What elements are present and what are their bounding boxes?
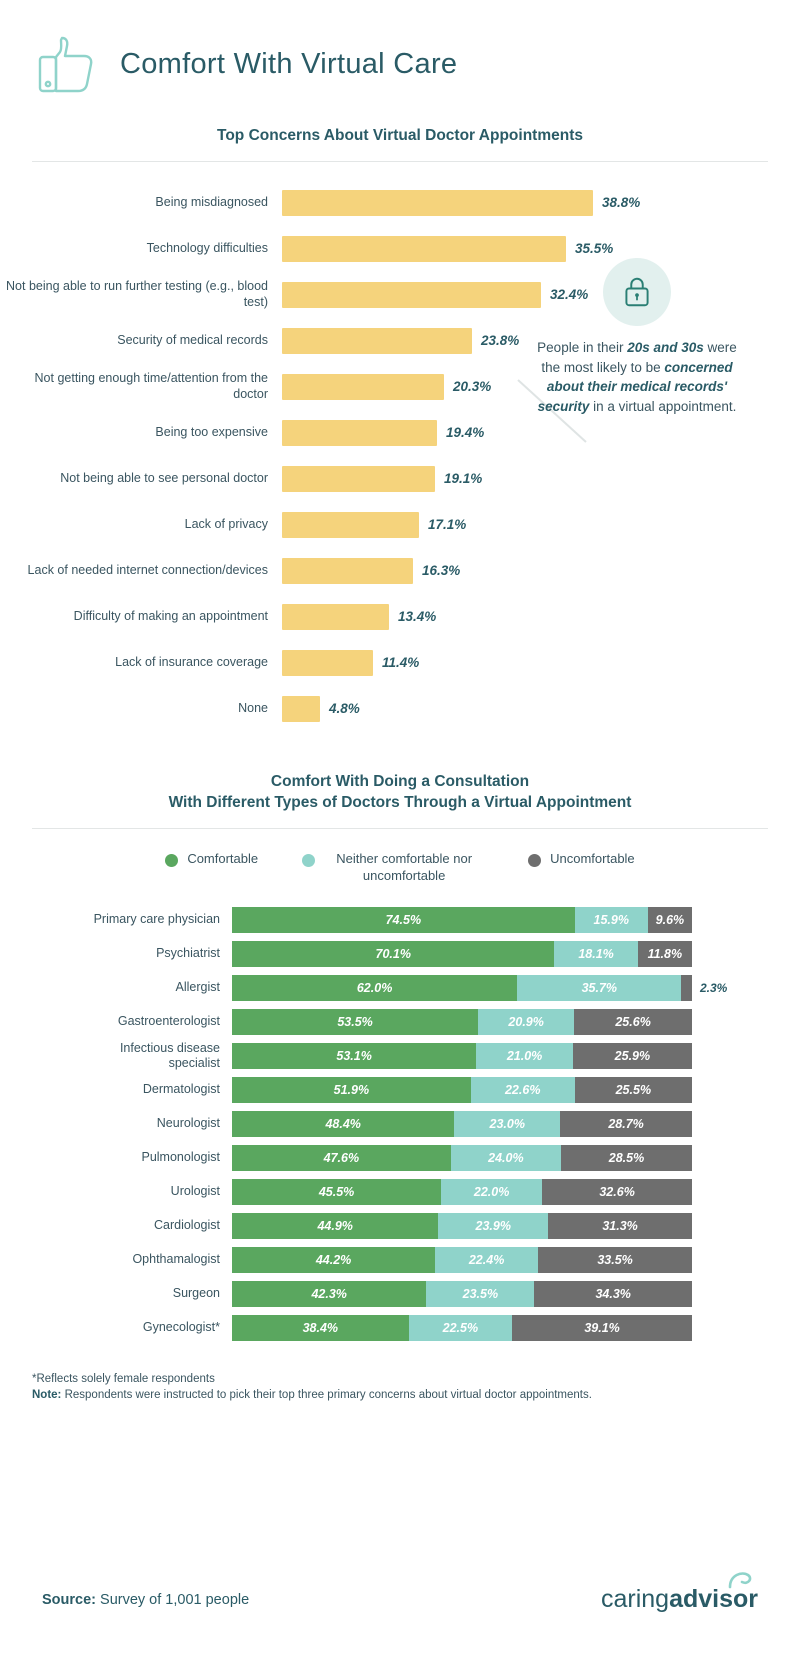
row-label: Surgeon (172, 1286, 220, 1301)
segment-neutral (478, 1009, 574, 1035)
callout-text (528, 338, 746, 416)
segment-value: 24.0% (488, 1150, 524, 1165)
stacked-bar (232, 1145, 692, 1171)
segment-uncomfortable (542, 1179, 692, 1205)
segment-comfortable (232, 1009, 478, 1035)
bar-value: 17.1% (428, 517, 467, 533)
lock-icon (603, 258, 671, 326)
callout-part-1: People in their (537, 340, 628, 355)
segment-comfortable (232, 1077, 471, 1103)
segment-value: 48.4% (325, 1116, 361, 1131)
callout (528, 258, 746, 416)
stacked-bar (232, 907, 692, 933)
callout-part-3: in a virtual appointment. (589, 398, 737, 414)
segment-uncomfortable (648, 907, 692, 933)
callout-part-2: were the most likely to be (541, 340, 737, 375)
segment-value: 70.1% (375, 946, 411, 961)
table-row (0, 903, 800, 937)
logo (601, 1585, 758, 1614)
segment-value: 53.5% (337, 1014, 373, 1029)
table-row (0, 410, 800, 456)
segment-comfortable (232, 1315, 409, 1341)
segment-comfortable (232, 941, 554, 967)
segment-uncomfortable (534, 1281, 692, 1307)
segment-neutral (435, 1247, 538, 1273)
segment-value: 23.5% (462, 1286, 499, 1301)
legend-label: Comfortable (187, 850, 259, 866)
table-row (0, 1175, 800, 1209)
table-row (0, 1073, 800, 1107)
segment-comfortable (232, 1111, 454, 1137)
segment-neutral (575, 907, 648, 933)
bar-value: 19.1% (444, 471, 483, 487)
bar-value: 4.8% (329, 701, 360, 717)
segment-uncomfortable (573, 1043, 692, 1069)
segment-neutral (409, 1315, 513, 1341)
segment-value: 45.5% (318, 1184, 355, 1199)
segment-value: 32.6% (599, 1184, 635, 1199)
bar (282, 650, 373, 676)
table-row (0, 1311, 800, 1345)
row-label: Pulmonologist (141, 1150, 220, 1165)
row-label: Psychiatrist (156, 946, 220, 961)
bar (282, 466, 435, 492)
table-row (0, 1107, 800, 1141)
bar-label: Being too expensive (155, 425, 268, 440)
row-label: Gynecologist* (142, 1320, 220, 1335)
stacked-bar (232, 975, 692, 1001)
table-row (0, 1141, 800, 1175)
segment-value: 31.3% (602, 1218, 638, 1233)
page-title: Comfort With Virtual Care (120, 47, 458, 80)
bar-value: 13.4% (398, 609, 437, 625)
segment-neutral (441, 1179, 542, 1205)
stacked-bar (232, 1077, 692, 1103)
legend-swatch-uncomfortable (528, 854, 541, 867)
segment-value: 22.4% (468, 1252, 505, 1267)
comfort-by-doctor-chart (0, 903, 800, 1345)
footer (0, 1585, 800, 1614)
bar-label: Lack of needed internet connection/devices (27, 563, 268, 578)
segment-neutral (426, 1281, 534, 1307)
legend-item-neutral (302, 851, 484, 885)
table-row (0, 456, 800, 502)
segment-comfortable (232, 975, 517, 1001)
header (0, 0, 800, 98)
segment-value: 18.1% (578, 946, 614, 961)
table-row (0, 180, 800, 226)
segment-value: 22.5% (442, 1320, 479, 1335)
segment-value: 53.1% (336, 1048, 372, 1063)
chart1-title: Top Concerns About Virtual Doctor Appointments (217, 127, 583, 144)
chart2-title-line1: Comfort With Doing a Consultation (270, 772, 530, 790)
segment-value: 22.6% (504, 1082, 541, 1097)
segment-neutral (454, 1111, 560, 1137)
legend-label: Uncomfortable (550, 850, 635, 866)
segment-value-outside: 2.3% (700, 980, 728, 995)
bar-value: 38.8% (602, 195, 641, 211)
note-text: Respondents were instructed to pick their top three primary concerns about virtual doctor appointments. (61, 1389, 592, 1402)
segment-value: 22.0% (473, 1184, 510, 1199)
bar (282, 282, 541, 308)
segment-value: 25.6% (615, 1014, 651, 1029)
legend-item-comfortable (165, 851, 258, 868)
segment-neutral (517, 975, 681, 1001)
bar-value: 32.4% (550, 287, 589, 303)
logo-swoosh-icon (726, 1569, 756, 1598)
stacked-bar (232, 1213, 692, 1239)
table-row (0, 937, 800, 971)
table-row (0, 1243, 800, 1277)
segment-value: 47.6% (323, 1150, 360, 1165)
table-row (0, 971, 800, 1005)
segment-value: 23.9% (475, 1218, 511, 1233)
segment-uncomfortable (574, 1009, 692, 1035)
chart2-title (0, 772, 800, 814)
stacked-bar (232, 1111, 692, 1137)
segment-uncomfortable (681, 975, 692, 1001)
segment-value: 38.4% (302, 1320, 339, 1335)
bar-label: Lack of privacy (184, 517, 268, 532)
stacked-bar (232, 1043, 692, 1069)
row-label: Urologist (170, 1184, 220, 1199)
segment-value: 9.6% (655, 912, 685, 927)
segment-comfortable (232, 1043, 476, 1069)
bar (282, 512, 419, 538)
row-label: Allergist (175, 980, 220, 995)
segment-value: 23.0% (489, 1116, 525, 1131)
segment-value: 51.9% (333, 1082, 370, 1097)
row-label: Primary care physician (93, 912, 220, 927)
segment-value: 11.8% (647, 946, 683, 961)
segment-uncomfortable (561, 1145, 692, 1171)
bar (282, 558, 413, 584)
segment-comfortable (232, 1179, 441, 1205)
stacked-bar (232, 1281, 692, 1307)
legend-label: Neither comfortable nor uncomfortable (336, 850, 473, 883)
stacked-bar (232, 1179, 692, 1205)
bar-label: None (238, 701, 268, 716)
segment-comfortable (232, 1281, 426, 1307)
chart2-title-line2: With Different Types of Doctors Through a Virtual Appointment (168, 793, 632, 811)
bar-label: Not being able to see personal doctor (60, 471, 268, 486)
segment-neutral (451, 1145, 561, 1171)
bar-value: 11.4% (382, 655, 420, 671)
segment-uncomfortable (575, 1077, 692, 1103)
bar-label: Security of medical records (117, 333, 268, 348)
bar-label: Not being able to run further testing (e.g., blood test) (6, 279, 268, 309)
source-text: Survey of 1,001 people (96, 1591, 250, 1608)
bar-value: 35.5% (575, 241, 614, 257)
bar-label: Lack of insurance coverage (115, 655, 268, 670)
segment-uncomfortable (560, 1111, 692, 1137)
callout-bold-1: 20s and 30s (627, 340, 704, 355)
segment-uncomfortable (538, 1247, 692, 1273)
stacked-bar (232, 1009, 692, 1035)
segment-value: 62.0% (356, 980, 393, 995)
table-row (0, 502, 800, 548)
table-row (0, 686, 800, 732)
note-label: Note: (32, 1389, 62, 1402)
legend-swatch-comfortable (165, 854, 178, 867)
bar (282, 374, 444, 400)
row-label: Gastroenterologist (117, 1014, 220, 1029)
segment-uncomfortable (638, 941, 692, 967)
segment-uncomfortable (548, 1213, 692, 1239)
segment-value: 28.7% (608, 1116, 644, 1131)
legend (0, 851, 800, 885)
segment-value: 33.5% (597, 1252, 633, 1267)
row-label: Infectious disease specialist (119, 1041, 220, 1070)
footnotes (32, 1371, 768, 1404)
segment-value: 35.7% (581, 980, 618, 995)
segment-neutral (476, 1043, 573, 1069)
bar-value: 20.3% (453, 379, 492, 395)
bar-label: Not getting enough time/attention from the doctor (34, 371, 268, 401)
segment-value: 44.2% (315, 1252, 352, 1267)
table-row (0, 1005, 800, 1039)
table-row (0, 548, 800, 594)
footnote-asterisk: *Reflects solely female respondents (32, 1372, 215, 1385)
segment-neutral (554, 941, 637, 967)
bar-value: 19.4% (446, 425, 485, 441)
source (42, 1592, 249, 1608)
segment-value: 21.0% (506, 1048, 543, 1063)
segment-comfortable (232, 1213, 438, 1239)
segment-value: 20.9% (508, 1014, 544, 1029)
row-label: Ophthamalogist (132, 1252, 220, 1267)
stacked-bar (232, 1247, 692, 1273)
footnote-note (32, 1387, 768, 1404)
thumbs-up-icon (32, 30, 102, 98)
table-row (0, 1039, 800, 1073)
segment-value: 25.5% (615, 1082, 652, 1097)
segment-value: 74.5% (385, 912, 422, 927)
divider-2 (32, 828, 768, 829)
logo-part-2: advisor (669, 1585, 758, 1613)
segment-value: 44.9% (317, 1218, 353, 1233)
segment-value: 25.9% (614, 1048, 651, 1063)
stacked-bar (232, 1315, 692, 1341)
segment-comfortable (232, 1247, 435, 1273)
divider-1 (32, 161, 768, 162)
segment-neutral (438, 1213, 548, 1239)
segment-value: 42.3% (311, 1286, 347, 1301)
table-row (0, 1209, 800, 1243)
bar (282, 328, 472, 354)
table-row (0, 1277, 800, 1311)
segment-uncomfortable (512, 1315, 692, 1341)
segment-neutral (471, 1077, 575, 1103)
row-label: Dermatologist (142, 1082, 220, 1097)
callout-bold-2: concerned about their medical records' security (537, 359, 733, 414)
segment-value: 39.1% (584, 1320, 620, 1335)
row-label: Cardiologist (153, 1218, 220, 1233)
segment-comfortable (232, 907, 575, 933)
segment-value: 15.9% (593, 912, 629, 927)
source-label: Source: (42, 1591, 96, 1608)
bar-value: 16.3% (422, 563, 461, 579)
bar-value: 23.8% (481, 333, 520, 349)
table-row (0, 640, 800, 686)
stacked-bar (232, 941, 692, 967)
legend-item-uncomfortable (528, 851, 635, 868)
legend-swatch-neutral (302, 854, 315, 867)
segment-value: 34.3% (595, 1286, 631, 1301)
bar (282, 420, 437, 446)
bar-label: Being misdiagnosed (155, 195, 268, 210)
bar (282, 604, 389, 630)
bar-label: Difficulty of making an appointment (73, 609, 268, 624)
bar (282, 236, 566, 262)
bar (282, 190, 593, 216)
logo-part-1: caring (600, 1585, 670, 1613)
row-label: Neurologist (156, 1116, 220, 1131)
segment-comfortable (232, 1145, 451, 1171)
segment-value: 28.5% (608, 1150, 645, 1165)
bar (282, 696, 320, 722)
table-row (0, 594, 800, 640)
bar-label: Technology difficulties (146, 241, 268, 256)
